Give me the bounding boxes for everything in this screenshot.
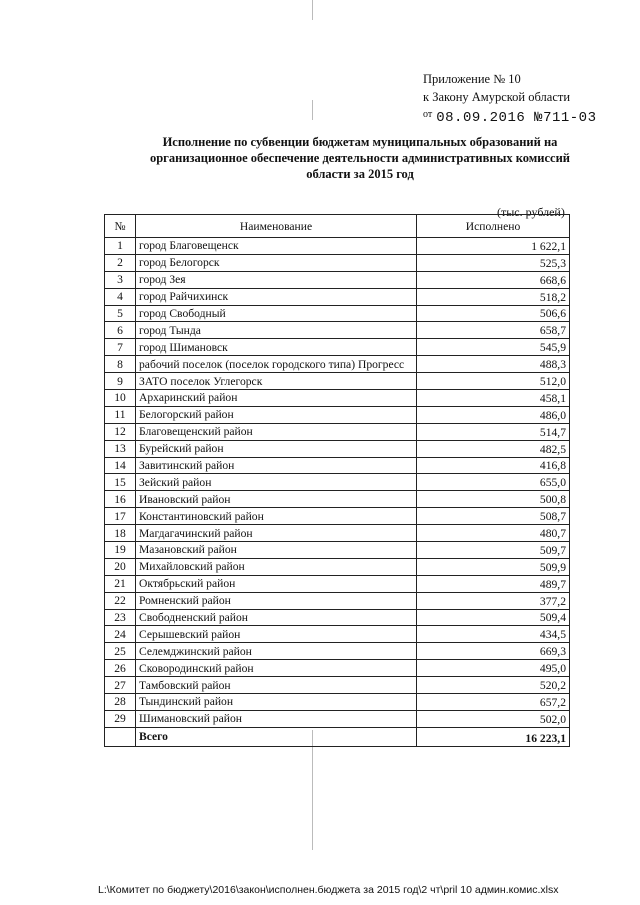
table-row xyxy=(105,525,570,542)
row-value: 500,8 xyxy=(417,491,570,508)
row-name: город Благовещенск xyxy=(136,238,417,255)
row-value: 520,2 xyxy=(417,677,570,694)
row-num: 3 xyxy=(105,271,136,288)
table-row xyxy=(105,710,570,727)
row-name: Серышевский район xyxy=(136,626,417,643)
row-value: 545,9 xyxy=(417,339,570,356)
row-value: 480,7 xyxy=(417,525,570,542)
row-name: Сковородинский район xyxy=(136,660,417,677)
header-name: Наименование xyxy=(136,215,417,238)
table-row xyxy=(105,288,570,305)
table-row xyxy=(105,254,570,271)
document-title: Исполнение по субвенции бюджетам муниципальных образований на организационное обеспечение деятельности административных комиссий области за 2015 год xyxy=(149,135,570,181)
table-row xyxy=(105,406,570,423)
row-name: город Зея xyxy=(136,271,417,288)
row-value: 508,7 xyxy=(417,508,570,525)
row-value: 657,2 xyxy=(417,694,570,711)
table-row xyxy=(105,356,570,373)
row-name: Михайловский район xyxy=(136,558,417,575)
row-num: 26 xyxy=(105,660,136,677)
row-value: 458,1 xyxy=(417,390,570,407)
row-num: 10 xyxy=(105,390,136,407)
row-value: 668,6 xyxy=(417,271,570,288)
table-row xyxy=(105,322,570,339)
table-row xyxy=(105,474,570,491)
row-name: Селемджинский район xyxy=(136,643,417,660)
row-name: Тындинский район xyxy=(136,694,417,711)
row-name: Свободненский район xyxy=(136,609,417,626)
row-name: город Шимановск xyxy=(136,339,417,356)
row-value: 416,8 xyxy=(417,457,570,474)
row-num: 8 xyxy=(105,356,136,373)
file-path-footer: L:\Комитет по бюджету\2016\закон\исполнен.бюджета за 2015 год\2 чт\pril 10 админ.комис.xlsx xyxy=(98,884,559,896)
row-num: 22 xyxy=(105,592,136,609)
row-value: 488,3 xyxy=(417,356,570,373)
total-value: 16 223,1 xyxy=(417,727,570,746)
row-name: город Тында xyxy=(136,322,417,339)
header-num: № xyxy=(105,215,136,238)
row-name: Магдагачинский район xyxy=(136,525,417,542)
row-num: 7 xyxy=(105,339,136,356)
row-num: 17 xyxy=(105,508,136,525)
table-row xyxy=(105,694,570,711)
row-num: 16 xyxy=(105,491,136,508)
row-name: город Белогорск xyxy=(136,254,417,271)
row-name: Ромненский район xyxy=(136,592,417,609)
total-label: Всего xyxy=(136,727,417,746)
row-value: 655,0 xyxy=(417,474,570,491)
row-num: 15 xyxy=(105,474,136,491)
row-num: 25 xyxy=(105,643,136,660)
row-name: Зейский район xyxy=(136,474,417,491)
row-name: Константиновский район xyxy=(136,508,417,525)
table-header-row xyxy=(105,215,570,238)
row-num: 29 xyxy=(105,710,136,727)
row-num: 19 xyxy=(105,542,136,559)
row-value: 512,0 xyxy=(417,373,570,390)
row-name: Тамбовский район xyxy=(136,677,417,694)
row-num: 2 xyxy=(105,254,136,271)
table-row xyxy=(105,491,570,508)
appendix-law: к Закону Амурской области xyxy=(423,90,571,104)
table-row xyxy=(105,609,570,626)
row-num: 12 xyxy=(105,423,136,440)
row-num: 28 xyxy=(105,694,136,711)
table-row xyxy=(105,542,570,559)
row-num: 20 xyxy=(105,558,136,575)
appendix-date-number: 08.09.2016 №711-03 xyxy=(436,110,597,126)
row-num: 27 xyxy=(105,677,136,694)
table-row xyxy=(105,508,570,525)
row-num: 5 xyxy=(105,305,136,322)
row-name: город Свободный xyxy=(136,305,417,322)
total-row xyxy=(105,727,570,746)
units-label: (тыс. рублей) xyxy=(497,205,565,219)
row-num: 14 xyxy=(105,457,136,474)
row-num: 1 xyxy=(105,238,136,255)
header-value: Исполнено xyxy=(417,215,570,238)
row-value: 509,4 xyxy=(417,609,570,626)
row-value: 518,2 xyxy=(417,288,570,305)
row-value: 669,3 xyxy=(417,643,570,660)
table-row xyxy=(105,423,570,440)
table-row xyxy=(105,373,570,390)
row-value: 514,7 xyxy=(417,423,570,440)
appendix-date-line xyxy=(423,106,596,127)
row-name: Мазановский район xyxy=(136,542,417,559)
row-value: 377,2 xyxy=(417,592,570,609)
row-num: 18 xyxy=(105,525,136,542)
table-row xyxy=(105,626,570,643)
row-num: 23 xyxy=(105,609,136,626)
row-value: 1 622,1 xyxy=(417,238,570,255)
table-row xyxy=(105,457,570,474)
row-name: Шимановский район xyxy=(136,710,417,727)
row-name: рабочий поселок (поселок городского типа) Прогресс xyxy=(136,356,417,373)
table-row xyxy=(105,592,570,609)
row-num: 13 xyxy=(105,440,136,457)
appendix-title: Приложение № 10 xyxy=(423,72,521,86)
row-value: 658,7 xyxy=(417,322,570,339)
row-name: Завитинский район xyxy=(136,457,417,474)
row-value: 495,0 xyxy=(417,660,570,677)
table-row xyxy=(105,677,570,694)
table-body xyxy=(105,238,570,728)
appendix-block xyxy=(423,70,596,127)
table-row xyxy=(105,660,570,677)
row-value: 434,5 xyxy=(417,626,570,643)
row-name: Бурейский район xyxy=(136,440,417,457)
execution-table xyxy=(104,214,570,747)
appendix-date-prefix: от xyxy=(423,109,433,120)
table-row xyxy=(105,390,570,407)
row-name: город Райчихинск xyxy=(136,288,417,305)
row-name: Белогорский район xyxy=(136,406,417,423)
row-value: 502,0 xyxy=(417,710,570,727)
table-row xyxy=(105,558,570,575)
row-name: Благовещенский район xyxy=(136,423,417,440)
row-name: Архаринский район xyxy=(136,390,417,407)
total-num-cell xyxy=(105,727,136,746)
table-row xyxy=(105,238,570,255)
row-value: 506,6 xyxy=(417,305,570,322)
table-row xyxy=(105,305,570,322)
row-value: 489,7 xyxy=(417,575,570,592)
row-num: 9 xyxy=(105,373,136,390)
row-name: ЗАТО поселок Углегорск xyxy=(136,373,417,390)
row-value: 509,7 xyxy=(417,542,570,559)
table-row xyxy=(105,575,570,592)
row-num: 21 xyxy=(105,575,136,592)
table-row xyxy=(105,440,570,457)
table-row xyxy=(105,339,570,356)
table-row xyxy=(105,271,570,288)
table-row xyxy=(105,643,570,660)
row-num: 24 xyxy=(105,626,136,643)
row-value: 486,0 xyxy=(417,406,570,423)
row-value: 525,3 xyxy=(417,254,570,271)
row-value: 482,5 xyxy=(417,440,570,457)
row-num: 4 xyxy=(105,288,136,305)
row-num: 11 xyxy=(105,406,136,423)
row-name: Октябрьский район xyxy=(136,575,417,592)
row-name: Ивановский район xyxy=(136,491,417,508)
row-num: 6 xyxy=(105,322,136,339)
row-value: 509,9 xyxy=(417,558,570,575)
